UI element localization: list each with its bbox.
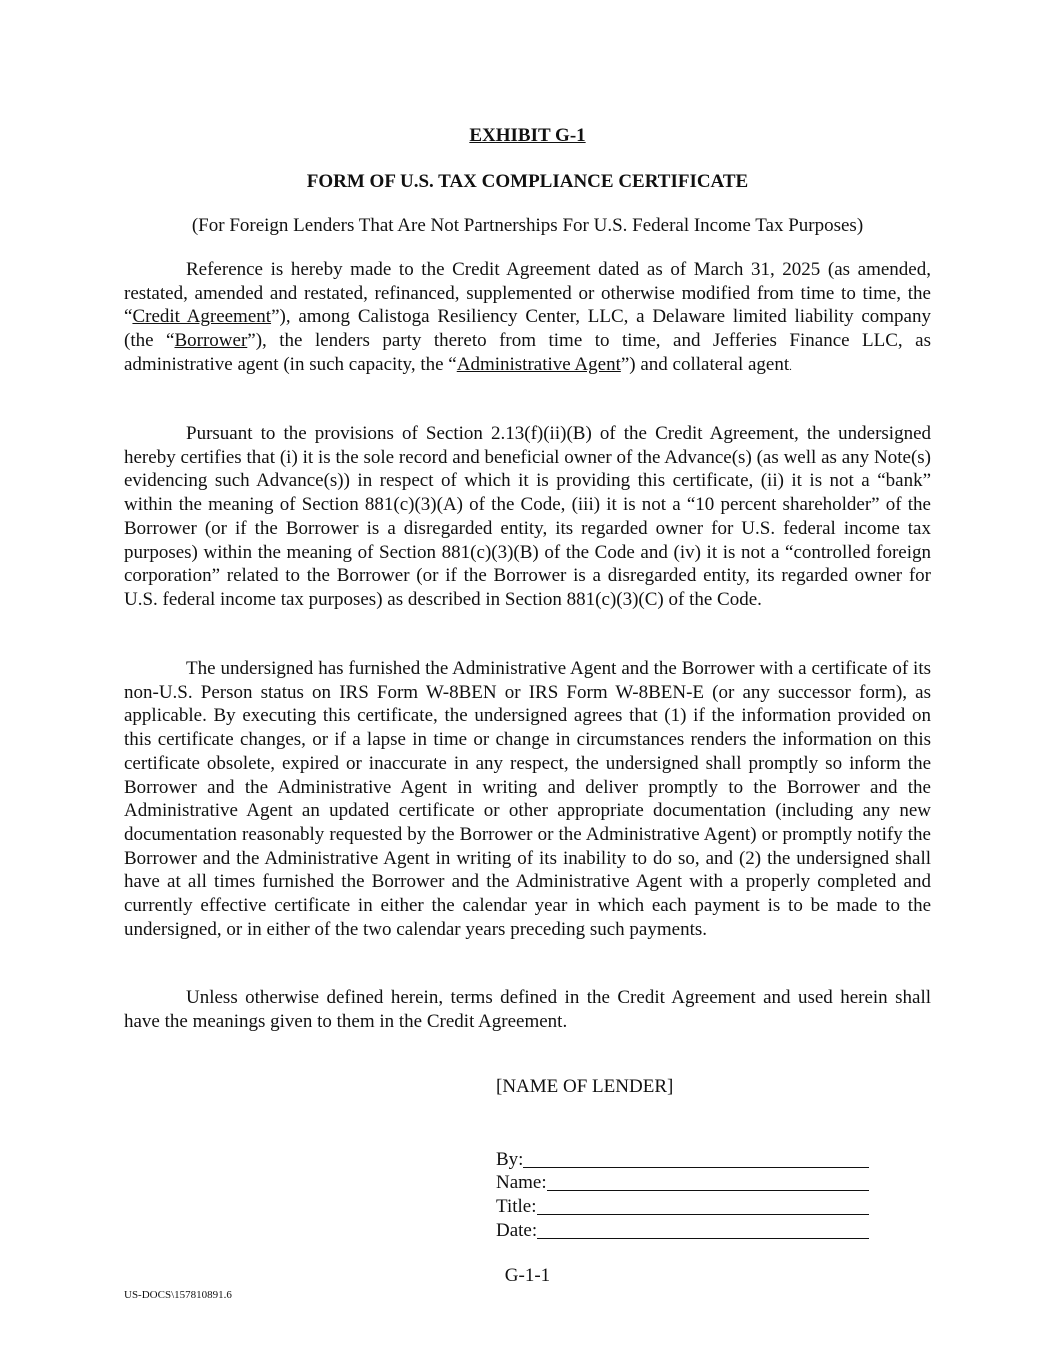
title-label: Title: xyxy=(496,1196,537,1218)
exhibit-title xyxy=(0,124,1055,148)
defined-term-administrative-agent: Administrative Agent xyxy=(456,353,621,375)
date-signature-line xyxy=(537,1220,869,1239)
paragraph-text: ”), among Calistoga Resiliency Center, LLC, a Delaware limited liability company (the “ xyxy=(124,306,931,352)
paragraph-reference xyxy=(124,258,931,380)
form-title: FORM OF U.S. TAX COMPLIANCE CERTIFICATE xyxy=(306,171,749,192)
paragraph-text: Reference is hereby made to the Credit Agreement dated as of March 31, 2025 (as amended, restated, amended and restated, refinanced, supplemented or otherwise modified from time to time, the “ xyxy=(124,259,931,328)
by-signature-line xyxy=(523,1149,869,1168)
defined-term-borrower: Borrower xyxy=(174,330,248,352)
by-label: By: xyxy=(496,1148,524,1170)
paragraph-text: ”) and collateral agent xyxy=(620,353,790,375)
date-label: Date: xyxy=(496,1219,538,1241)
page-number: G-1-1 xyxy=(504,1265,551,1286)
paragraph-definitions: Unless otherwise defined herein, terms defined in the Credit Agreement and used herein shall have the meanings given to them in the Credit Agreement. xyxy=(124,987,931,1032)
paragraph-text: ”), the lenders party thereto from time to time, and Jefferies Finance LLC, as administrative agent (in such capacity, the “ xyxy=(124,330,931,375)
name-signature-line xyxy=(547,1172,869,1191)
paragraph-undertaking: The undersigned has furnished the Administrative Agent and the Borrower with a certificate of its non-U.S. Person status on IRS Form W-8BEN or IRS Form W-8BEN-E (or any successor form), as applicable. By executing this certificate, the undersigned agrees that (1) if the information provided on this certificate changes, or if a lapse in time or change in circumstances renders the information on this certificate obsolete, expired or inaccurate in any respect, the undersigned shall promptly so inform the Borrower and the Administrative Agent in writing and deliver promptly to the Borrower and the Administrative Agent an updated certificate or other appropriate documentation (including any new documentation reasonably requested by the Borrower or the Administrative Agent) or promptly notify the Borrower and the Administrative Agent in writing of its inability to do so, and (2) the undersigned shall have at all times furnished the Borrower and the Administrative Agent with a properly completed and currently effective certificate in either the calendar year in which each payment is to be made to the undersigned, or in either of the two calendar years preceding such payments. xyxy=(124,658,931,940)
signature-row-by xyxy=(496,1147,869,1171)
document-id: US-DOCS\157810891.6 xyxy=(124,1289,232,1301)
name-label: Name: xyxy=(496,1172,547,1194)
exhibit-title-text: EXHIBIT G-1 xyxy=(469,125,586,146)
paragraph-end-period: . xyxy=(789,360,792,373)
form-subtitle: (For Foreign Lenders That Are Not Partnerships For U.S. Federal Income Tax Purposes) xyxy=(191,215,864,236)
signature-row-date xyxy=(496,1218,869,1242)
defined-term-credit-agreement: Credit Agreement xyxy=(132,306,272,328)
signature-row-title xyxy=(496,1194,869,1218)
signature-block xyxy=(496,1147,869,1242)
paragraph-certification: Pursuant to the provisions of Section 2.13(f)(ii)(B) of the Credit Agreement, the undersigned hereby certifies that (i) it is the sole record and beneficial owner of the Advance(s) (as well as any Note(s) evidencing such Advance(s)) in respect of which it is providing this certificate, (ii) it is not a “bank” within the meaning of Section 881(c)(3)(A) of the Code, (iii) it is not a “10 percent shareholder” of the Borrower (or if the Borrower is a disregarded entity, its regarded owner for U.S. federal income tax purposes) within the meaning of Section 881(c)(3)(B) of the Code and (iv) it is not a “controlled foreign corporation” related to the Borrower (or if the Borrower is a disregarded entity, its regarded owner for U.S. federal income tax purposes) as described in Section 881(c)(3)(C) of the Code. xyxy=(124,423,931,610)
title-signature-line xyxy=(537,1196,870,1215)
lender-name-placeholder: [NAME OF LENDER] xyxy=(496,1076,674,1097)
signature-row-name xyxy=(496,1171,869,1195)
